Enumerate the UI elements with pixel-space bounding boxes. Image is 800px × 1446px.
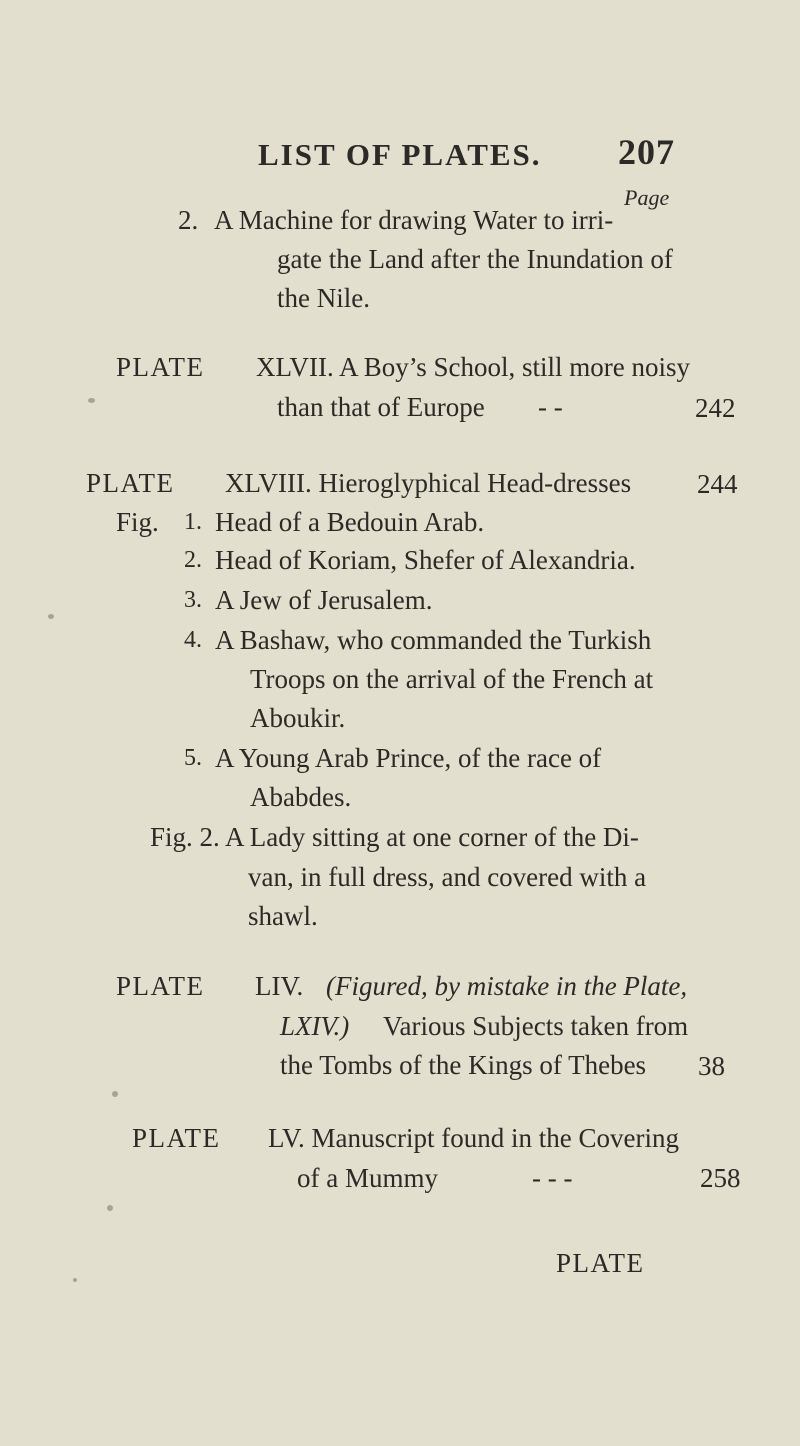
entry-line: Aboukir. bbox=[250, 703, 346, 733]
item-number: 3. bbox=[184, 587, 202, 613]
entry-line: XLVIII. Hieroglyphical Head-dresses bbox=[225, 468, 632, 498]
entry-line: A Young Arab Prince, of the race of bbox=[215, 743, 602, 773]
leader-dashes: - - - bbox=[532, 1163, 573, 1193]
item-number: 1. bbox=[184, 509, 202, 535]
entry-line-italic: (Figured, by mistake in the Plate, bbox=[326, 971, 688, 1001]
plate-label: PLATE bbox=[116, 971, 205, 1001]
entry-line: A Bashaw, who commanded the Turkish bbox=[215, 625, 652, 655]
item-number: 4. bbox=[184, 627, 202, 653]
foxing-spot bbox=[107, 1205, 113, 1211]
page-number: 207 bbox=[618, 132, 675, 172]
leader-dashes: - - bbox=[538, 392, 563, 422]
entry-page: 38 bbox=[698, 1051, 725, 1081]
entry-line: A Jew of Jerusalem. bbox=[215, 585, 433, 615]
entry-line: the Nile. bbox=[277, 283, 370, 313]
entry-line: than that of Europe bbox=[277, 392, 485, 422]
page-column-label: Page bbox=[624, 185, 670, 210]
entry-line: gate the Land after the Inundation of bbox=[277, 244, 673, 274]
foxing-spot bbox=[48, 614, 54, 619]
plate-label: PLATE bbox=[116, 352, 205, 382]
item-number: 2. bbox=[178, 205, 199, 235]
item-number: 5. bbox=[184, 745, 202, 771]
entry-line: of a Mummy bbox=[297, 1163, 438, 1193]
plate-label: PLATE bbox=[86, 468, 175, 498]
catchword: PLATE bbox=[556, 1248, 645, 1278]
entry-page: 258 bbox=[700, 1163, 741, 1193]
entry-line: XLVII. A Boy’s School, still more noisy bbox=[256, 352, 691, 382]
entry-line: LV. Manuscript found in the Covering bbox=[268, 1123, 679, 1153]
entry-line: Head of a Bedouin Arab. bbox=[215, 507, 485, 537]
entry-line: Various Subjects taken from bbox=[383, 1011, 689, 1041]
entry-line-italic: LXIV.) bbox=[280, 1011, 350, 1041]
plate-label: PLATE bbox=[132, 1123, 221, 1153]
entry-line: Ababdes. bbox=[250, 782, 352, 812]
entry-line: shawl. bbox=[248, 901, 318, 931]
foxing-spot bbox=[88, 398, 95, 403]
entry-page: 242 bbox=[695, 393, 736, 423]
entry-line: Fig. 2. A Lady sitting at one corner of the Di- bbox=[150, 822, 639, 852]
entry-line: the Tombs of the Kings of Thebes bbox=[280, 1050, 647, 1080]
entry-line: A Machine for drawing Water to irri- bbox=[214, 205, 614, 235]
entry-line: Head of Koriam, Shefer of Alexandria. bbox=[215, 545, 636, 575]
entry-page: 244 bbox=[697, 469, 738, 499]
running-head-title: LIST OF PLATES. bbox=[258, 137, 542, 172]
entry-line: Troops on the arrival of the French at bbox=[250, 664, 654, 694]
foxing-spot bbox=[112, 1091, 118, 1097]
plate-numeral: LIV. bbox=[255, 971, 304, 1001]
foxing-spot bbox=[73, 1278, 77, 1282]
entry-line: van, in full dress, and covered with a bbox=[248, 862, 647, 892]
item-number: 2. bbox=[184, 547, 202, 573]
fig-label: Fig. bbox=[116, 507, 159, 537]
